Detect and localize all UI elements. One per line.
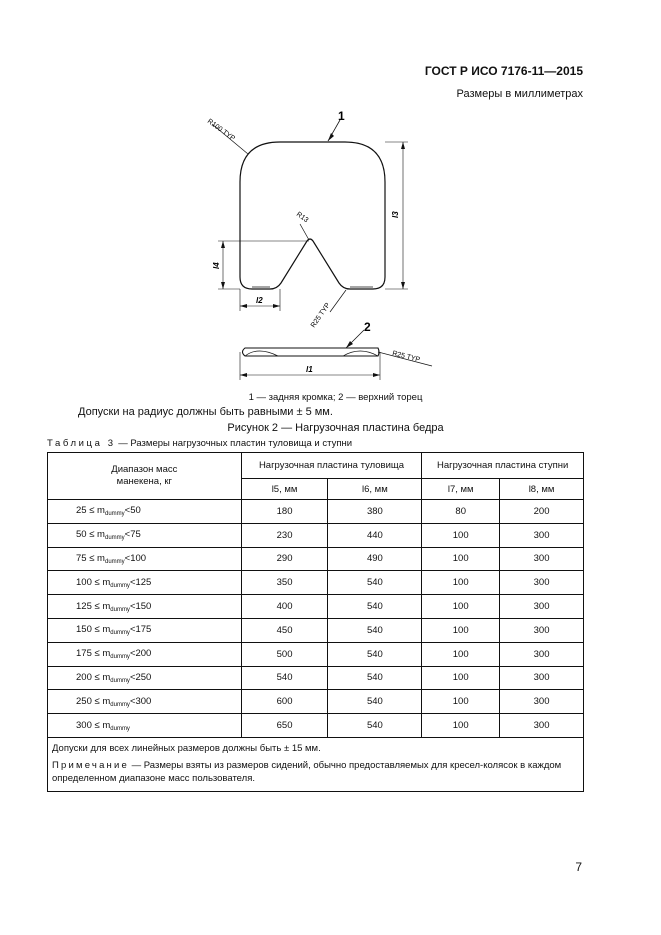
note-text: — Размеры взяты из размеров сидений, обычно предоставляемых для кресел-колясок в каждом определенном диапазоне масс пользователя. xyxy=(52,759,562,784)
label-l3: l3 xyxy=(391,211,400,218)
l8-cell: 300 xyxy=(500,523,584,547)
l8-cell: 300 xyxy=(500,714,584,738)
l7-cell: 100 xyxy=(422,595,500,619)
l8-cell: 300 xyxy=(500,666,584,690)
l8-cell: 300 xyxy=(500,618,584,642)
table-row xyxy=(48,714,584,738)
l6-cell: 490 xyxy=(328,547,422,571)
l8-cell: 300 xyxy=(500,642,584,666)
header-l6: l6, мм xyxy=(328,479,422,500)
l6-cell: 540 xyxy=(328,690,422,714)
l6-cell: 540 xyxy=(328,642,422,666)
callout-2: 2 xyxy=(364,320,371,334)
figure-legend: 1 — задняя кромка; 2 — верхний торец xyxy=(248,392,423,403)
table-row xyxy=(48,666,584,690)
table-title-text: — Размеры нагрузочных пластин туловища и ступни xyxy=(115,438,353,449)
header-foot-plate: Нагрузочная пластина ступни xyxy=(422,453,584,479)
l6-cell: 440 xyxy=(328,523,422,547)
l8-cell: 300 xyxy=(500,547,584,571)
mass-range-cell: $300 \le m_{dummy}$ xyxy=(48,714,242,738)
table-title xyxy=(47,438,352,449)
header-torso-plate: Нагрузочная пластина туловища xyxy=(241,453,422,479)
thigh-plate-drawing xyxy=(0,0,661,400)
l6-cell: 380 xyxy=(328,500,422,524)
l6-cell: 540 xyxy=(328,666,422,690)
label-l4: l4 xyxy=(212,262,221,269)
plate-edge-view xyxy=(243,348,380,356)
document-code: ГОСТ Р ИСО 7176-11—2015 xyxy=(424,64,583,78)
table-row xyxy=(48,547,584,571)
l7-cell: 100 xyxy=(422,547,500,571)
l7-cell: 80 xyxy=(422,500,500,524)
l7-cell: 100 xyxy=(422,571,500,595)
l5-cell: 350 xyxy=(241,571,328,595)
units-note: Размеры в миллиметрах xyxy=(456,88,583,100)
l5-cell: 500 xyxy=(241,642,328,666)
l6-cell: 540 xyxy=(328,714,422,738)
plate-outline xyxy=(240,142,385,289)
mass-range-cell: $75 \le m_{dummy}<100$ xyxy=(48,547,242,571)
l7-cell: 100 xyxy=(422,666,500,690)
radius-tolerance-note: Допуски на радиус должны быть равными ± 5 мм. xyxy=(78,406,333,418)
l5-cell: 180 xyxy=(241,500,328,524)
l7-cell: 100 xyxy=(422,690,500,714)
label-l1: l1 xyxy=(306,365,313,374)
table-row xyxy=(48,500,584,524)
table-row xyxy=(48,618,584,642)
l6-cell: 540 xyxy=(328,571,422,595)
label-r25-end: R25 TYP xyxy=(391,350,421,364)
header-l5: l5, мм xyxy=(241,479,328,500)
l8-cell: 300 xyxy=(500,595,584,619)
page-number: 7 xyxy=(575,860,582,874)
mass-range-cell: $50 \le m_{dummy}<75$ xyxy=(48,523,242,547)
table-notes xyxy=(48,737,584,791)
label-l2: l2 xyxy=(256,296,263,305)
l5-cell: 540 xyxy=(241,666,328,690)
callout-1: 1 xyxy=(338,109,345,123)
plate-dimensions-table xyxy=(47,452,584,792)
mass-range-cell: $100 \le m_{dummy}<125$ xyxy=(48,571,242,595)
l6-cell: 540 xyxy=(328,618,422,642)
header-mass-range: Диапазон масс манекена, кг xyxy=(48,453,242,500)
l8-cell: 300 xyxy=(500,571,584,595)
label-r100: R100 TYP xyxy=(205,117,236,143)
l7-cell: 100 xyxy=(422,618,500,642)
l8-cell: 300 xyxy=(500,690,584,714)
l5-cell: 290 xyxy=(241,547,328,571)
figure-title: Рисунок 2 — Нагрузочная пластина бедра xyxy=(227,422,444,434)
label-r25-side: R25 TYP xyxy=(309,301,332,330)
table-row xyxy=(48,642,584,666)
l5-cell: 600 xyxy=(241,690,328,714)
l5-cell: 650 xyxy=(241,714,328,738)
mass-range-cell: $25 \le m_{dummy}<50$ xyxy=(48,500,242,524)
l5-cell: 400 xyxy=(241,595,328,619)
note-label: Примечание xyxy=(52,759,129,771)
l5-cell: 450 xyxy=(241,618,328,642)
l7-cell: 100 xyxy=(422,642,500,666)
l8-cell: 200 xyxy=(500,500,584,524)
table-row xyxy=(48,690,584,714)
label-r13: R13 xyxy=(294,210,310,225)
mass-range-cell: $175 \le m_{dummy}<200$ xyxy=(48,642,242,666)
mass-range-cell: $125 \le m_{dummy}<150$ xyxy=(48,595,242,619)
header-l7: l7, мм xyxy=(422,479,500,500)
mass-range-cell: $150 \le m_{dummy}<175$ xyxy=(48,618,242,642)
mass-range-cell: $250 \le m_{dummy}<300$ xyxy=(48,690,242,714)
table-note xyxy=(52,759,579,785)
table-number: Таблица 3 xyxy=(47,438,116,449)
l6-cell: 540 xyxy=(328,595,422,619)
table-row xyxy=(48,523,584,547)
l7-cell: 100 xyxy=(422,523,500,547)
linear-tolerance-note: Допуски для всех линейных размеров должны быть ± 15 мм. xyxy=(52,742,321,754)
l5-cell: 230 xyxy=(241,523,328,547)
table-row xyxy=(48,571,584,595)
l7-cell: 100 xyxy=(422,714,500,738)
header-l8: l8, мм xyxy=(500,479,584,500)
table-row xyxy=(48,595,584,619)
mass-range-cell: $200 \le m_{dummy}<250$ xyxy=(48,666,242,690)
